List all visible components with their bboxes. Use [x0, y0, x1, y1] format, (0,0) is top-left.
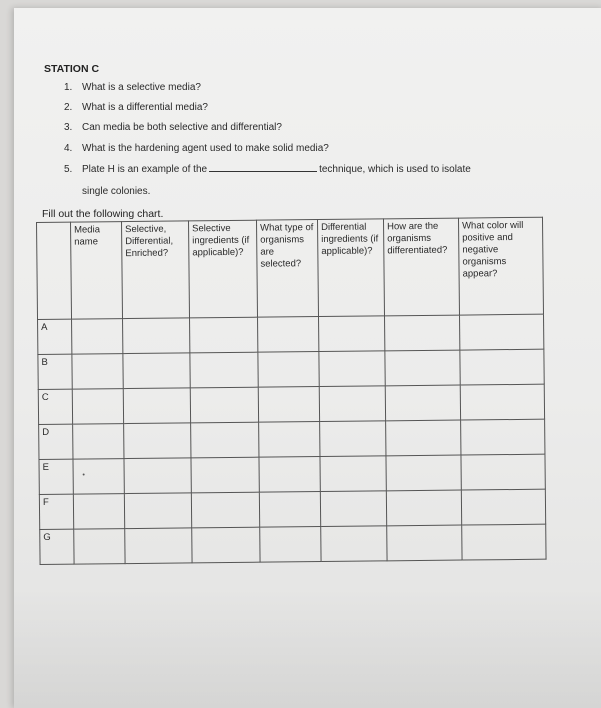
answer-cell[interactable] [190, 352, 258, 388]
header-row [37, 217, 544, 319]
answer-cell[interactable] [191, 422, 259, 458]
answer-cell[interactable] [259, 457, 320, 493]
question-1 [64, 82, 201, 93]
answer-cell[interactable] [72, 389, 123, 425]
answer-cell[interactable] [73, 424, 124, 460]
answer-cell[interactable] [191, 457, 259, 493]
answer-cell[interactable] [459, 314, 543, 350]
row-label: F [39, 494, 73, 529]
station-title: STATION C [44, 63, 100, 75]
header-organisms-selected: What type of organisms are selected? [256, 220, 318, 318]
pencil-mark [83, 474, 85, 476]
answer-cell[interactable] [461, 419, 545, 455]
answer-cell[interactable] [386, 420, 461, 456]
answer-cell[interactable] [192, 527, 260, 563]
answer-cell[interactable] [123, 318, 190, 354]
answer-cell[interactable] [123, 353, 190, 389]
answer-cell[interactable] [73, 459, 124, 495]
answer-cell[interactable] [319, 386, 385, 422]
question-number: 1. [64, 82, 73, 93]
question-5-line-2: single colonies. [82, 186, 151, 197]
table-row [39, 419, 545, 459]
answer-cell[interactable] [385, 350, 460, 386]
question-text: What is the hardening agent used to make solid media? [82, 143, 329, 154]
header-media-type: Selective, Differential, Enriched? [122, 221, 190, 319]
row-label: C [38, 389, 72, 424]
table-row [38, 384, 544, 424]
answer-cell[interactable] [124, 458, 191, 494]
answer-cell[interactable] [319, 316, 385, 352]
answer-cell[interactable] [124, 493, 191, 529]
answer-cell[interactable] [386, 455, 461, 491]
answer-cell[interactable] [72, 319, 123, 355]
header-media-name: Media name [71, 222, 123, 320]
question-number: 5. [64, 164, 73, 175]
header-differentiation: How are the organisms differentiated? [383, 218, 459, 316]
row-label: A [38, 319, 72, 354]
header-colors: What color will positive and negative organisms appear? [458, 217, 543, 315]
answer-cell[interactable] [74, 529, 125, 565]
answer-cell[interactable] [320, 491, 386, 527]
answer-cell[interactable] [124, 423, 191, 459]
row-label: E [39, 459, 73, 494]
question-3 [64, 122, 282, 133]
row-label: D [39, 424, 73, 459]
answer-cell[interactable] [321, 526, 387, 562]
answer-cell[interactable] [460, 384, 544, 420]
header-selective-ingredients: Selective ingredients (if applicable)? [188, 220, 257, 318]
answer-cell[interactable] [385, 385, 460, 421]
chart-instruction: Fill out the following chart. [42, 208, 164, 220]
answer-cell[interactable] [260, 527, 321, 563]
answer-cell[interactable] [72, 354, 123, 390]
header-corner [37, 222, 72, 319]
answer-cell[interactable] [190, 317, 258, 353]
answer-cell[interactable] [386, 490, 461, 526]
table-row [39, 489, 545, 529]
answer-cell[interactable] [320, 421, 386, 457]
answer-cell[interactable] [258, 387, 319, 423]
table-row [40, 524, 546, 564]
row-label: G [40, 529, 74, 564]
header-differential-ingredients: Differential ingredients (if applicable)? [317, 219, 384, 317]
answer-cell[interactable] [319, 351, 385, 387]
answer-blank[interactable] [209, 162, 317, 172]
media-chart [36, 217, 547, 565]
answer-cell[interactable] [259, 492, 320, 528]
question-text: What is a differential media? [82, 102, 208, 113]
answer-cell[interactable] [259, 422, 320, 458]
question-number: 3. [64, 122, 73, 133]
answer-cell[interactable] [460, 349, 544, 385]
answer-cell[interactable] [462, 524, 546, 560]
table-row [39, 454, 545, 494]
answer-cell[interactable] [191, 492, 259, 528]
table-row [38, 314, 544, 354]
answer-cell[interactable] [320, 456, 386, 492]
answer-cell[interactable] [461, 454, 545, 490]
answer-cell[interactable] [190, 387, 258, 423]
answer-cell[interactable] [258, 317, 319, 353]
question-5 [64, 162, 471, 175]
answer-cell[interactable] [125, 528, 192, 564]
question-text: Can media be both selective and differential? [82, 122, 282, 133]
row-label: B [38, 354, 72, 389]
answer-cell[interactable] [387, 525, 462, 561]
question-text-continued: technique, which is used to isolate [319, 164, 471, 175]
question-2 [64, 102, 208, 113]
question-text: What is a selective media? [82, 82, 201, 93]
answer-cell[interactable] [123, 388, 190, 424]
page-shadow [14, 588, 601, 708]
answer-cell[interactable] [461, 489, 545, 525]
table-row [38, 349, 544, 389]
answer-cell[interactable] [258, 352, 319, 388]
question-number: 2. [64, 102, 73, 113]
question-text: Plate H is an example of the [82, 164, 208, 175]
answer-cell[interactable] [73, 494, 124, 530]
answer-cell[interactable] [385, 315, 460, 351]
question-number: 4. [64, 143, 73, 154]
question-4 [64, 143, 329, 154]
